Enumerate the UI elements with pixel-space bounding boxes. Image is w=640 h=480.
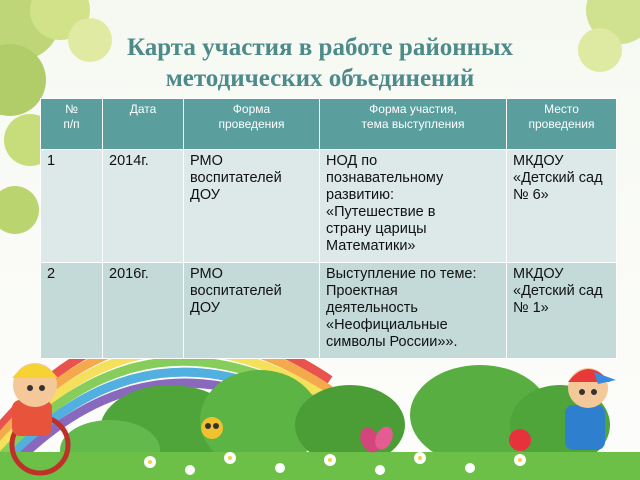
cell-place: МКДОУ «Детский сад № 6»: [507, 150, 617, 263]
page-title: [0, 32, 640, 94]
cell-topic: НОД по познавательному развитию: «Путешествие в страну царицы Математики»: [320, 150, 507, 263]
cell-topic: Выступление по теме: Проектная деятельность «Неофициальные символы России»».: [320, 263, 507, 359]
header-cell-number: № п/п: [41, 99, 103, 150]
cell-form: РМО воспитателей ДОУ: [184, 263, 320, 359]
page-title-line2: методических объединений: [165, 65, 475, 92]
participation-table: [40, 98, 617, 359]
table-row: [41, 150, 617, 263]
header-cell-place: Место проведения: [507, 99, 617, 150]
cell-number: 1: [41, 150, 103, 263]
cell-place: МКДОУ «Детский сад № 1»: [507, 263, 617, 359]
table-header-row: [41, 99, 617, 150]
page-title-line1: Карта участия в работе районных: [126, 34, 514, 61]
cell-form: РМО воспитателей ДОУ: [184, 150, 320, 263]
ball-icon: [509, 429, 531, 451]
cell-number: 2: [41, 263, 103, 359]
header-cell-topic: Форма участия, тема выступления: [320, 99, 507, 150]
cell-date: 2014г.: [103, 150, 184, 263]
cell-date: 2016г.: [103, 263, 184, 359]
header-cell-form: Форма проведения: [184, 99, 320, 150]
bug-character-icon: [201, 417, 223, 439]
table-row: [41, 263, 617, 359]
header-cell-date: Дата: [103, 99, 184, 150]
